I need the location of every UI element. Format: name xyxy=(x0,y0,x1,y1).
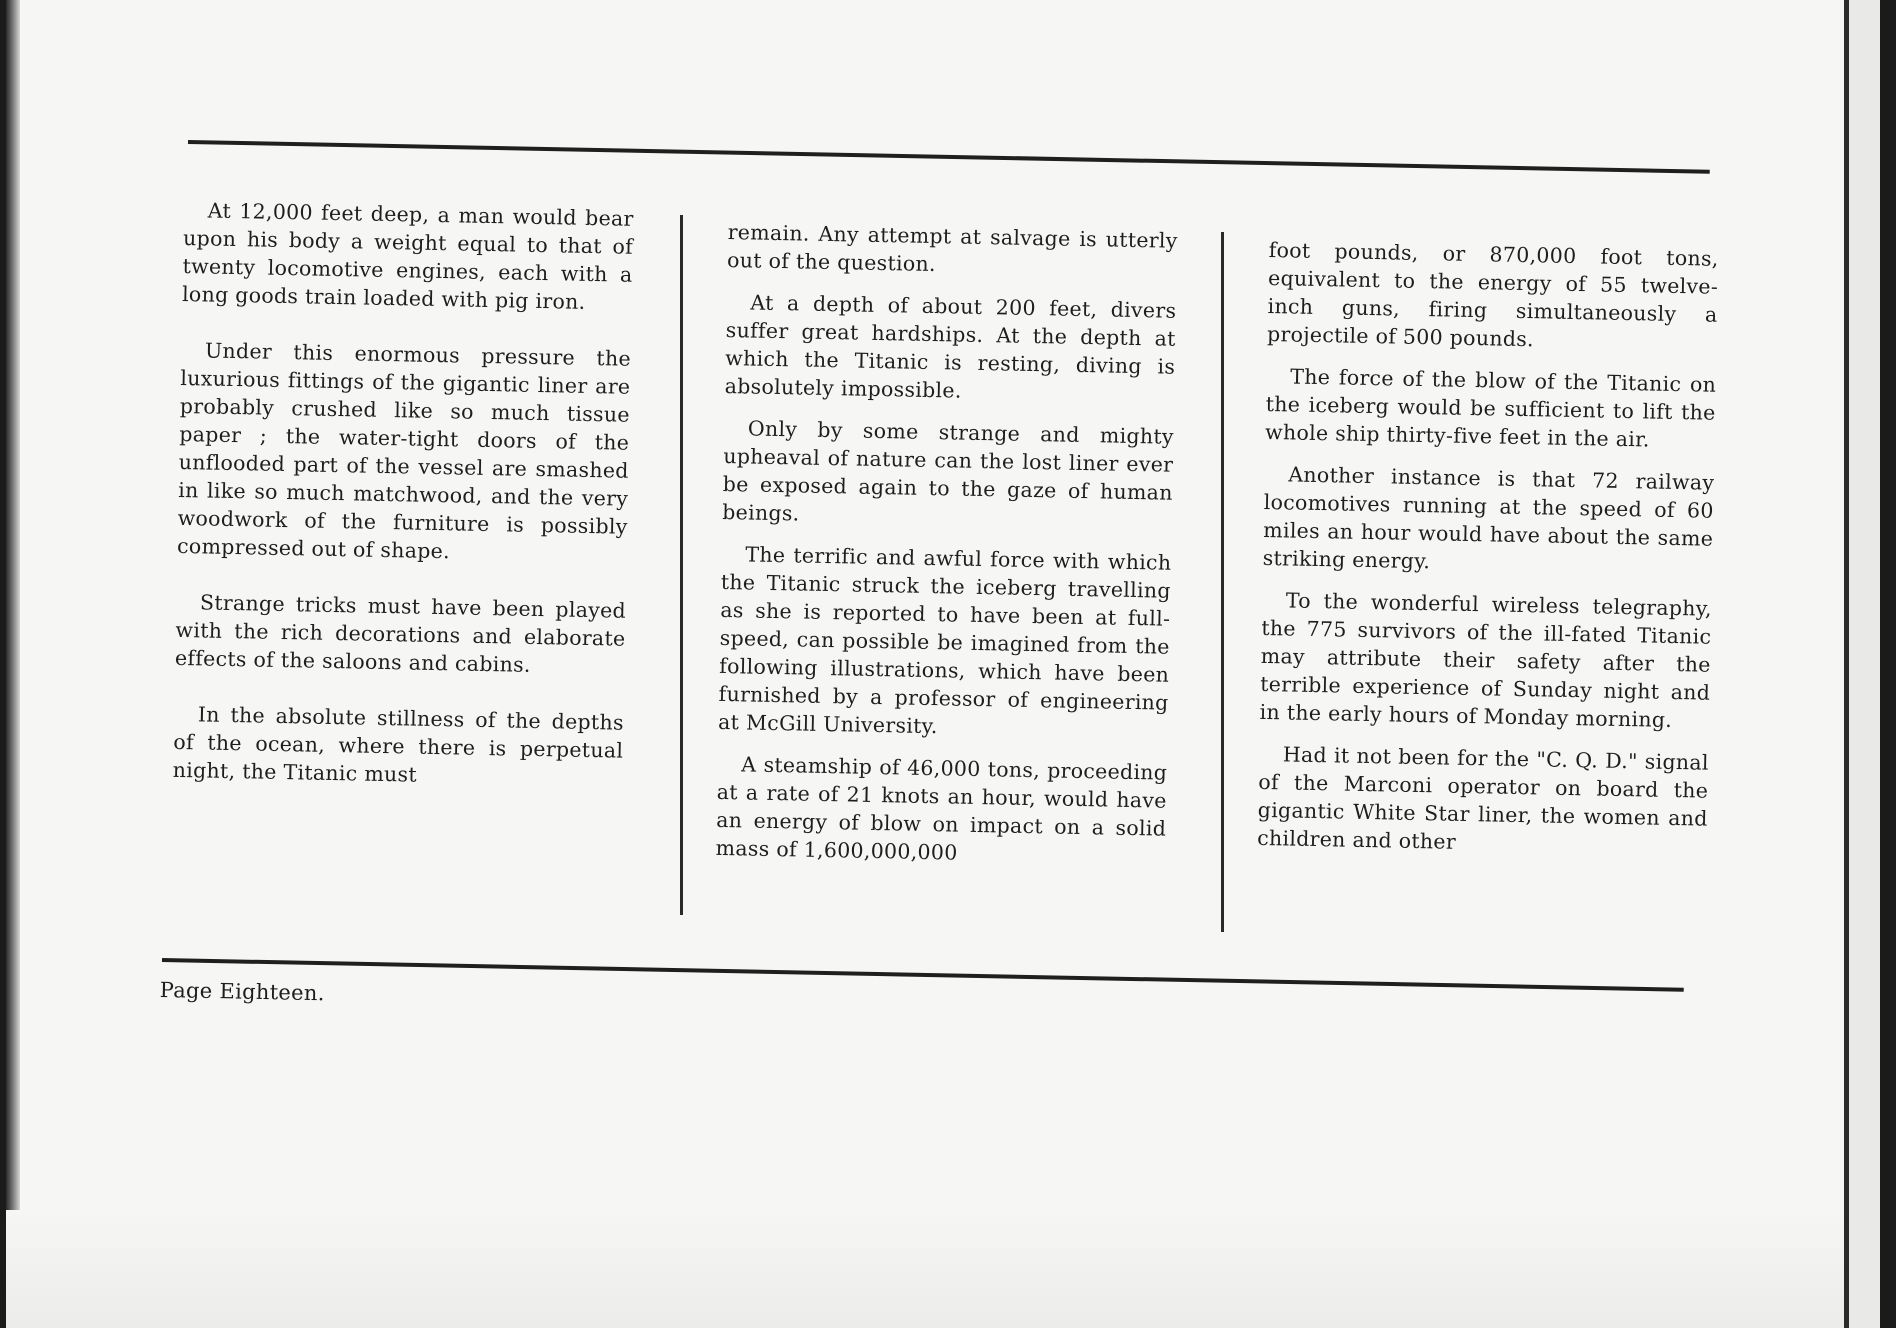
bottom-rule xyxy=(162,958,1684,992)
paragraph: The terrific and awful force with which the Titanic struck the iceberg travelling as she is reported to have been at full-speed, can possible be imagined from the following illustrations, which have been furnished by a professor of engineering at McGill University. xyxy=(717,542,1172,739)
paragraph: Strange tricks must have been played with the rich decorations and elaborate effects of the saloons and cabins. xyxy=(174,590,627,677)
facing-page-strip xyxy=(1849,0,1880,1328)
paragraph: foot pounds, or 870,000 foot tons, equivalent to the energy of 55 twelve-inch guns, firing simultaneously a projectile of 500 pounds. xyxy=(1266,237,1719,352)
paragraph: To the wonderful wireless telegraphy, the 775 survivors of the ill-fated Titanic may attribute their safety after the terrible experience of Sunday night and in the early hours of Monday morning. xyxy=(1259,588,1713,732)
top-rule xyxy=(188,140,1710,174)
book-page xyxy=(6,0,1880,1328)
paragraph: Another instance is that 72 railway locomotives running at the speed of 60 miles an hour would have about the same striking energy. xyxy=(1262,462,1715,574)
paragraph: A steamship of 46,000 tons, proceeding at a rate of 21 knots an hour, would have an energy of blow on impact on a solid mass of 1,600,000,000 xyxy=(715,752,1168,865)
paragraph: At a depth of about 200 feet, divers suffer great hardships. At the depth at which the Titanic is resting, diving is absolutely impossible. xyxy=(724,290,1177,403)
paragraph: In the absolute stillness of the depths of the ocean, where there is perpetual night, the Titanic must xyxy=(172,702,625,787)
paragraph: The force of the blow of the Titanic on the iceberg would be sufficient to lift the whole ship thirty-five feet in the air. xyxy=(1264,364,1717,452)
spine-shadow xyxy=(6,0,20,1328)
page-number-footer: Page Eighteen. xyxy=(159,978,325,1006)
paragraph: Only by some strange and mighty upheaval of nature can the lost liner ever be exposed again to the gaze of human beings. xyxy=(722,416,1175,526)
text-column-2 xyxy=(715,218,1178,885)
column-divider-1 xyxy=(680,215,683,915)
paragraph: At 12,000 feet deep, a man would bear upon his body a weight equal to that of twenty locomotive engines, each with a long goods train loaded with pig iron. xyxy=(181,198,634,314)
paragraph: Under this enormous pressure the luxurious fittings of the gigantic liner are probably crushed like so much tissue paper ; the water-tight doors of the unflooded part of the vessel are smashed in like so much matchwood, and the very woodwork of the furniture is possibly compressed out of shape. xyxy=(176,338,632,564)
paragraph: remain. Any attempt at salvage is utterly out of the question. xyxy=(726,219,1178,277)
paragraph: Had it not been for the "C. Q. D." signal of the Marconi operator on board the gigantic White Star liner, the women and children and other xyxy=(1256,742,1710,854)
text-column-3 xyxy=(1257,236,1719,875)
page-bottom-shade xyxy=(6,1210,1880,1328)
column-divider-2 xyxy=(1221,232,1224,932)
text-column-1 xyxy=(172,196,634,821)
